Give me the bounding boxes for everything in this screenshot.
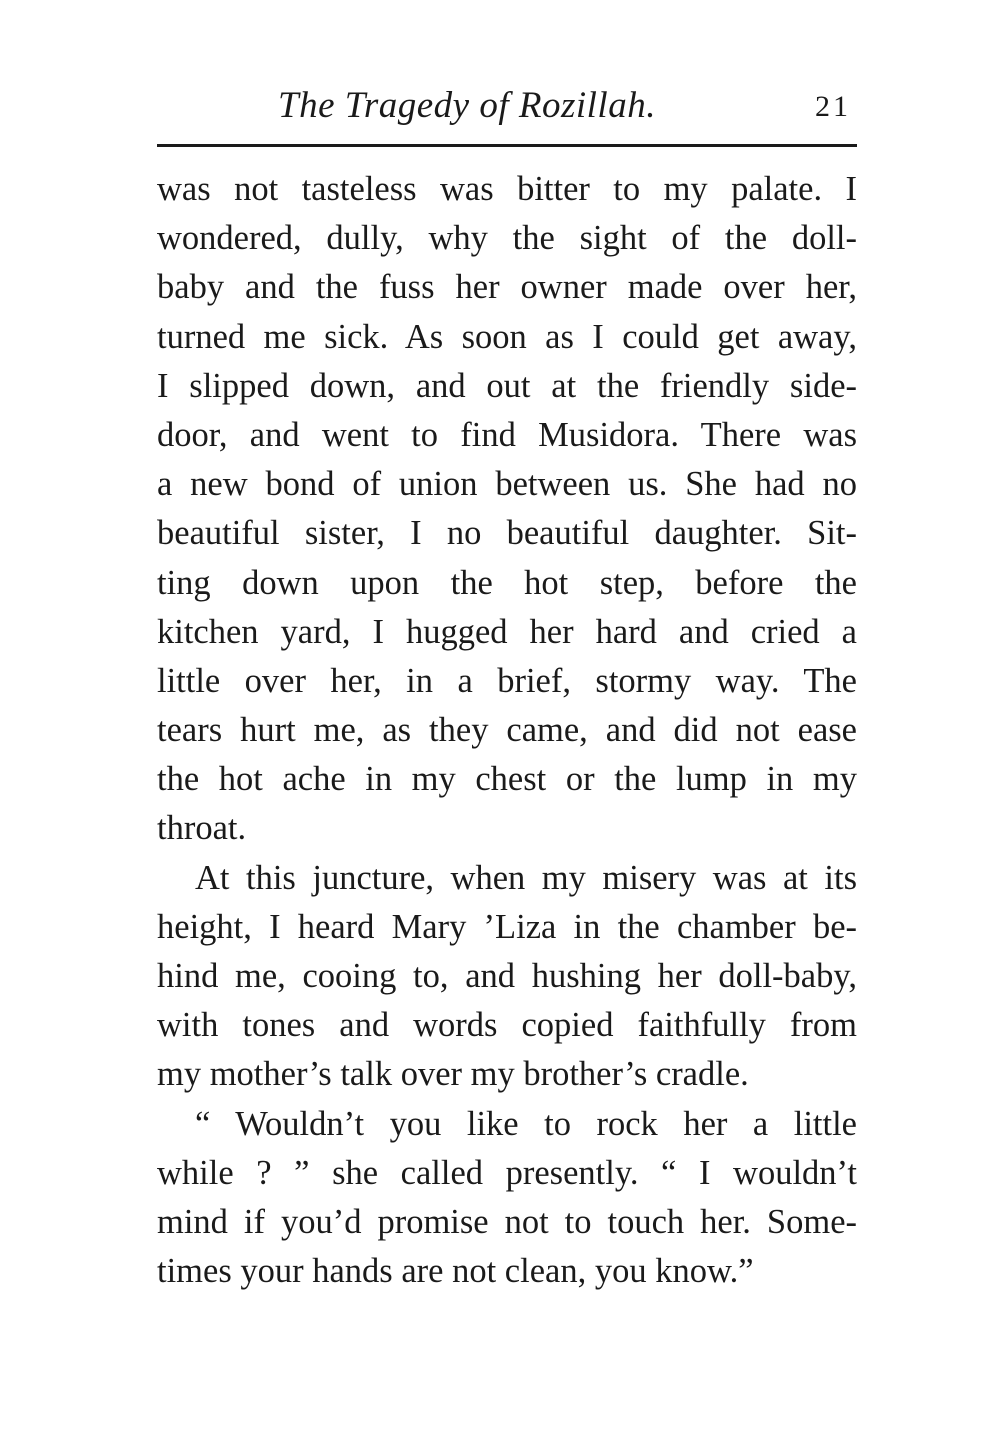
running-header — [157, 80, 857, 136]
text-line: was not tasteless was bitter to my palate. I — [157, 170, 857, 208]
text-line: little over her, in a brief, stormy way. The — [157, 661, 857, 700]
text-line: kitchen yard, I hugged her hard and cried a — [157, 612, 857, 651]
text-line: mind if you’d promise not to touch her. Some- — [157, 1202, 857, 1241]
text-line: with tones and words copied faithfully from — [157, 1006, 857, 1045]
text-line: ting down upon the hot step, before the — [157, 563, 857, 602]
page-number: 21 — [815, 90, 851, 123]
text-line: times your hands are not clean, you know.” — [157, 1252, 754, 1291]
header-rule — [157, 144, 857, 147]
text-line: I slipped down, and out at the friendly side- — [157, 366, 857, 405]
text-line: a new bond of union between us. She had no — [157, 465, 857, 504]
paragraph-start-line: At this juncture, when my misery was at its — [195, 858, 857, 897]
running-title: The Tragedy of Rozillah. — [278, 85, 656, 126]
text-line: beautiful sister, I no beautiful daughter. Sit- — [157, 514, 857, 553]
text-line: while ? ” she called presently. “ I wouldn’t — [157, 1153, 857, 1192]
text-line: tears hurt me, as they came, and did not ease — [157, 711, 857, 750]
text-line: the hot ache in my chest or the lump in my — [157, 760, 857, 799]
text-line: turned me sick. As soon as I could get away, — [157, 317, 857, 356]
text-line: hind me, cooing to, and hushing her doll-baby, — [157, 957, 857, 995]
text-line: height, I heard Mary ’Liza in the chamber be- — [157, 907, 857, 946]
text-line: door, and went to find Musidora. There was — [157, 415, 857, 454]
text-line: throat. — [157, 809, 247, 848]
text-line: my mother’s talk over my brother’s cradle. — [157, 1055, 749, 1094]
text-line: baby and the fuss her owner made over her, — [157, 268, 857, 307]
paragraph-start-line: “ Wouldn’t you like to rock her a little — [195, 1104, 857, 1143]
body-text — [157, 165, 857, 1296]
text-line: wondered, dully, why the sight of the doll- — [157, 219, 857, 258]
